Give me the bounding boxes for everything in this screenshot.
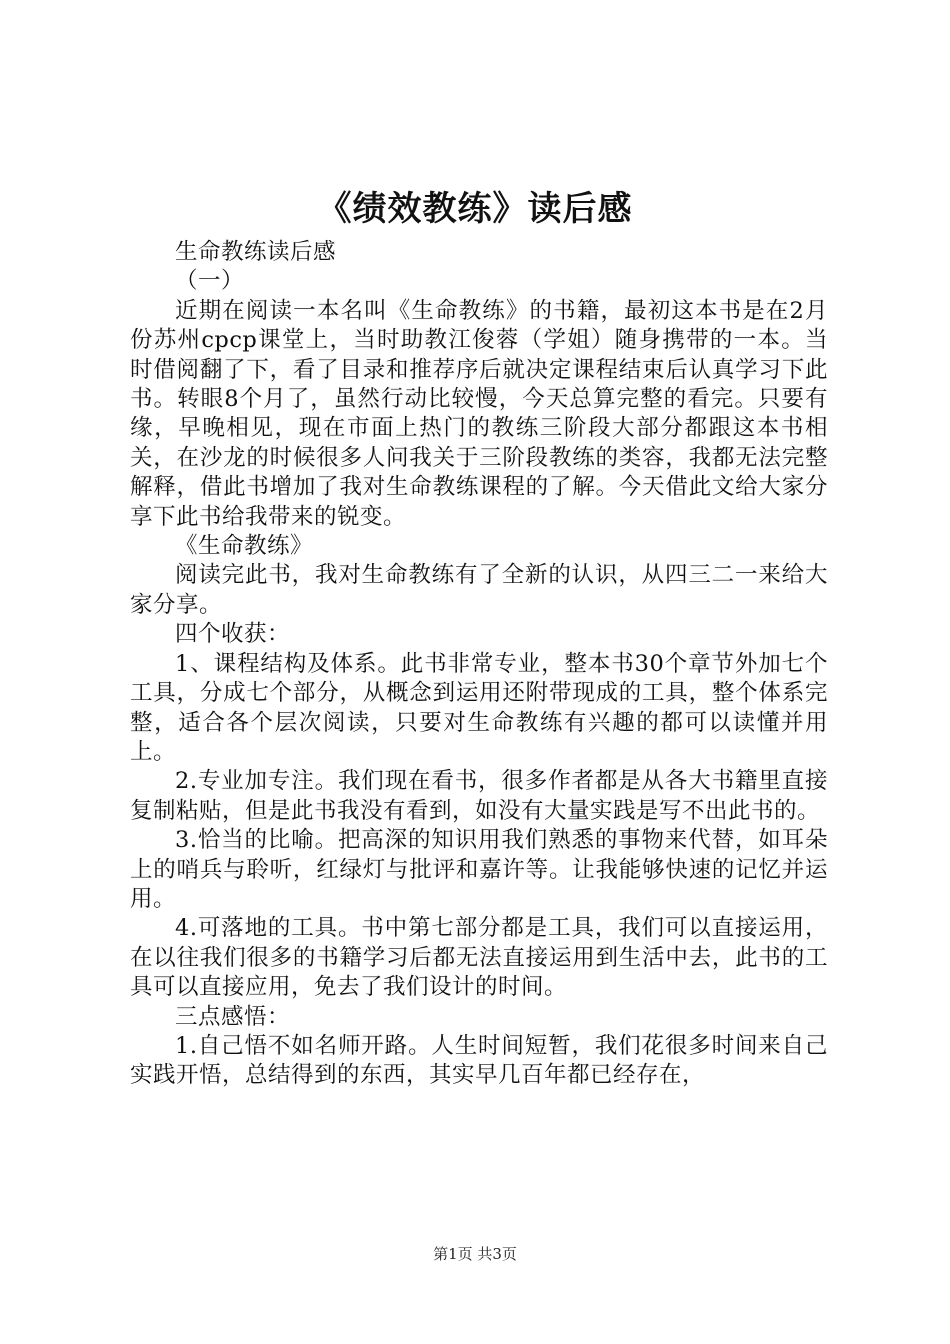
paragraph-section-number: （一） [175, 268, 245, 295]
document-body [130, 238, 828, 1091]
paragraph-gain-4: 4.可落地的工具。书中第七部分都是工具，我们可以直接运用，在以往我们很多的书籍学习后都无法直接运用到生活中去，此书的工具可以直接应用，免去了我们设计的时间。 [130, 915, 828, 1001]
paragraph-gain-2: 2.专业加专注。我们现在看书，很多作者都是从各大书籍里直接复制粘贴，但是此书我没有看到，如没有大量实践是写不出此书的。 [130, 768, 828, 824]
paragraph-book-title: 《生命教练》 [175, 533, 314, 560]
paragraph-intro: 近期在阅读一本名叫《生命教练》的书籍，最初这本书是在2月份苏州cpcp课堂上，当时助教江俊蓉（学姐）随身携带的一本。当时借阅翻了下，看了目录和推荐序后就决定课程结束后认真学习下此书。转眼8个月了，虽然行动比较慢，今天总算完整的看完。只要有缘，早晚相见，现在市面上热门的教练三阶段大部分都跟这本书相关，在沙龙的时候很多人问我关于三阶段教练的类容，我都无法完整解释，借此书增加了我对生命教练课程的了解。今天借此文给大家分享下此书给我带来的锐变。 [130, 297, 828, 530]
paragraph-overview: 阅读完此书，我对生命教练有了全新的认识，从四三二一来给大家分享。 [130, 562, 828, 618]
paragraph-gain-3: 3.恰当的比喻。把高深的知识用我们熟悉的事物来代替，如耳朵上的哨兵与聆听，红绿灯与批评和嘉许等。让我能够快速的记忆并运用。 [130, 827, 828, 912]
document-title: 《绩效教练》读后感 [317, 189, 633, 229]
paragraph-insight-1: 1.自己悟不如名师开路。人生时间短暂，我们花很多时间来自己实践开悟，总结得到的东西，其实早几百年都已经存在， [130, 1032, 828, 1089]
paragraph-gain-1: 1、课程结构及体系。此书非常专业，整本书30个章节外加七个工具，分成七个部分，从概念到运用还附带现成的工具，整个体系完整，适合各个层次阅读，只要对生命教练有兴趣的都可以读懂并用上。 [130, 650, 828, 765]
paragraph-subtitle: 生命教练读后感 [175, 239, 337, 265]
page-footer: 第1页 共3页 [433, 1245, 517, 1263]
paragraph-four-gains-heading: 四个收获： [175, 621, 291, 648]
paragraph-three-insights-heading: 三点感悟： [175, 1003, 291, 1030]
